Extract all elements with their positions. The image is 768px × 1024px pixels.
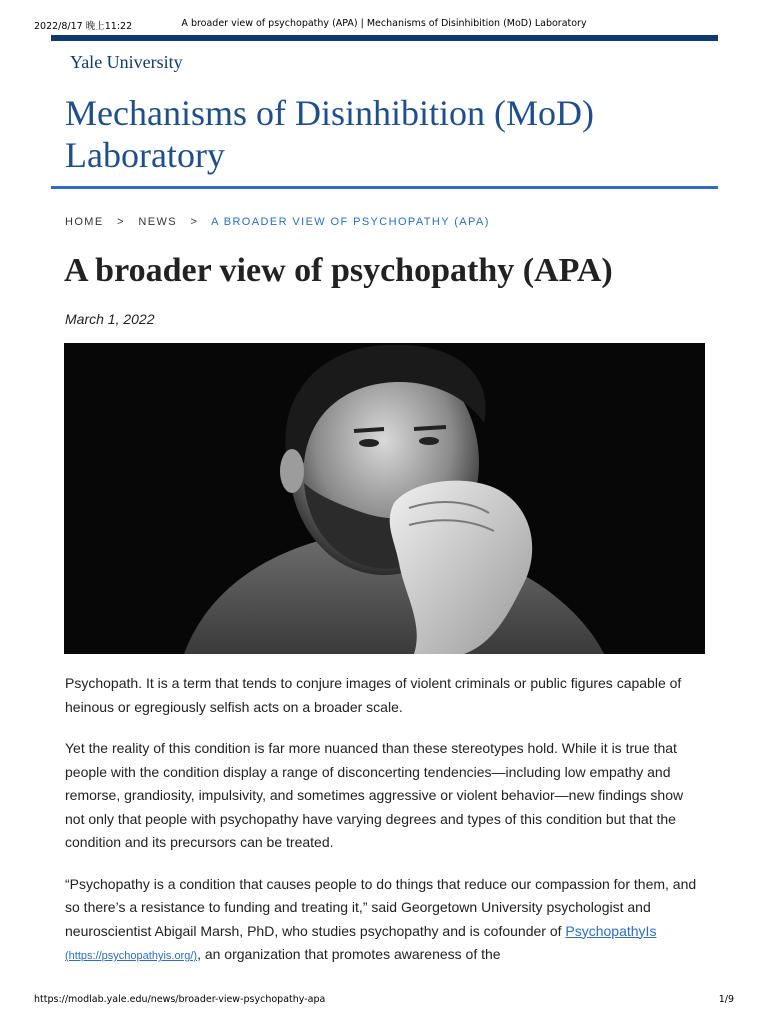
psychopathyis-link[interactable]: PsychopathyIs (565, 922, 657, 939)
university-logo-link[interactable]: Yale University (70, 52, 183, 72)
breadcrumb-current: A BROADER VIEW OF PSYCHOPATHY (APA) (211, 216, 490, 228)
breadcrumb-home-link[interactable]: HOME (65, 216, 104, 228)
article-date: March 1, 2022 (65, 311, 155, 327)
print-url: https://modlab.yale.edu/news/broader-view-psychopathy-apa (34, 994, 326, 1005)
breadcrumb-news-link[interactable]: NEWS (138, 216, 177, 228)
print-header (34, 18, 734, 32)
article-paragraph: Psychopath. It is a term that tends to conjure images of violent criminals or public figures capable of heinous or egregiously selfish acts on a broader scale. (65, 675, 682, 715)
breadcrumb-separator: > (117, 216, 125, 228)
article-hero-image (64, 343, 705, 654)
psychopathyis-url[interactable]: (https://psychopathyis.org/) (65, 950, 198, 962)
print-timestamp: 2022/8/17 晚上11:22 (34, 21, 133, 32)
print-footer (34, 994, 734, 1008)
print-page-title: A broader view of psychopathy (APA) | Mechanisms of Disinhibition (MoD) Laboratory (181, 18, 587, 29)
print-page-number: 1/9 (718, 994, 734, 1005)
article-paragraph (65, 873, 705, 969)
breadcrumb (65, 216, 490, 228)
article-paragraph: Yet the reality of this condition is far more nuanced than these stereotypes hold. While it is true that people with the condition display a range of disconcerting tendencies—including low empathy and remorse, grandiosity, impulsivity, and sometimes aggressive or violent behavior—new findings show not only that people with psychopathy have varying degrees and types of this condition but that the condition and its precursors can be treated. (65, 740, 684, 850)
breadcrumb-separator: > (190, 216, 199, 228)
article-body (65, 672, 705, 987)
header-divider (51, 186, 718, 189)
paragraph-text: “Psychopathy is a condition that causes people to do things that reduce our compassion for them, and so there’s a resistance to funding and treating it,” said Georgetown University psychologist and neuroscientist Abigail Marsh, PhD, who studies psychopathy and is cofounder of (65, 875, 697, 939)
article-title: A broader view of psychopathy (APA) (64, 252, 613, 289)
paragraph-text: , an organization that promotes awareness of the (197, 946, 501, 962)
top-accent-bar (51, 35, 718, 41)
site-title-link[interactable]: Mechanisms of Disinhibition (MoD) Laboratory (65, 93, 594, 175)
